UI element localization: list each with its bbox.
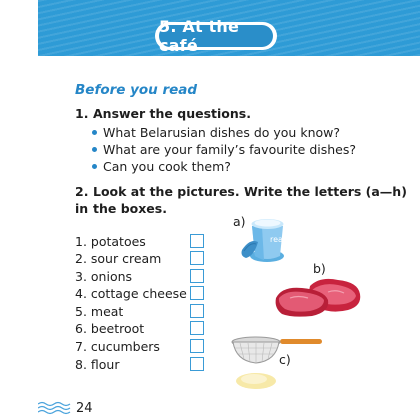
meat-icon — [272, 276, 364, 320]
sour-cream-jar-icon — [240, 212, 296, 268]
page-number: 24 — [76, 401, 93, 416]
picture-label-c: c) — [279, 352, 291, 367]
question-item — [92, 141, 356, 158]
list-item-8: 8. flour — [75, 357, 120, 372]
answer-box-8[interactable] — [190, 357, 204, 371]
list-item-6: 6. beetroot — [75, 321, 145, 336]
question-text: What are your family’s favourite dishes? — [103, 142, 357, 157]
page-title: 5. At the café — [159, 25, 273, 47]
picture-label-b: b) — [313, 261, 326, 276]
section-heading: Before you read — [75, 82, 198, 98]
question-text: What Belarusian dishes do you know? — [103, 125, 340, 140]
sieve-flour-icon — [230, 333, 324, 391]
list-item-1: 1. potatoes — [75, 234, 146, 249]
question-item — [92, 124, 340, 141]
answer-box-4[interactable] — [190, 286, 204, 300]
answer-box-7[interactable] — [190, 339, 204, 353]
question-item — [92, 158, 231, 175]
footer-waves-icon — [38, 400, 72, 416]
title-pill — [155, 17, 277, 55]
jar-label-text: ream — [270, 235, 291, 244]
bullet-icon — [92, 147, 97, 152]
question-text: Can you cook them? — [103, 159, 231, 174]
answer-box-1[interactable] — [190, 234, 204, 248]
list-item-7: 7. cucumbers — [75, 339, 160, 354]
task-1-text: Answer the questions. — [93, 106, 251, 121]
task-2-number: 2. — [75, 184, 89, 199]
task-1-instruction — [75, 105, 251, 122]
bullet-icon — [92, 130, 97, 135]
list-item-2: 2. sour cream — [75, 251, 162, 266]
task-2-text-line1: Look at the pictures. Write the letters (a—h) in — [75, 184, 407, 216]
bullet-icon — [92, 164, 97, 169]
task-2-text-line2: the boxes. — [93, 201, 167, 216]
picture-label-a: a) — [233, 214, 246, 229]
answer-box-2[interactable] — [190, 251, 204, 265]
answer-box-5[interactable] — [190, 304, 204, 318]
task-1-number: 1. — [75, 106, 89, 121]
list-item-4: 4. cottage cheese — [75, 286, 187, 301]
list-item-3: 3. onions — [75, 269, 133, 284]
answer-box-3[interactable] — [190, 269, 204, 283]
answer-box-6[interactable] — [190, 321, 204, 335]
list-item-5: 5. meat — [75, 304, 124, 319]
